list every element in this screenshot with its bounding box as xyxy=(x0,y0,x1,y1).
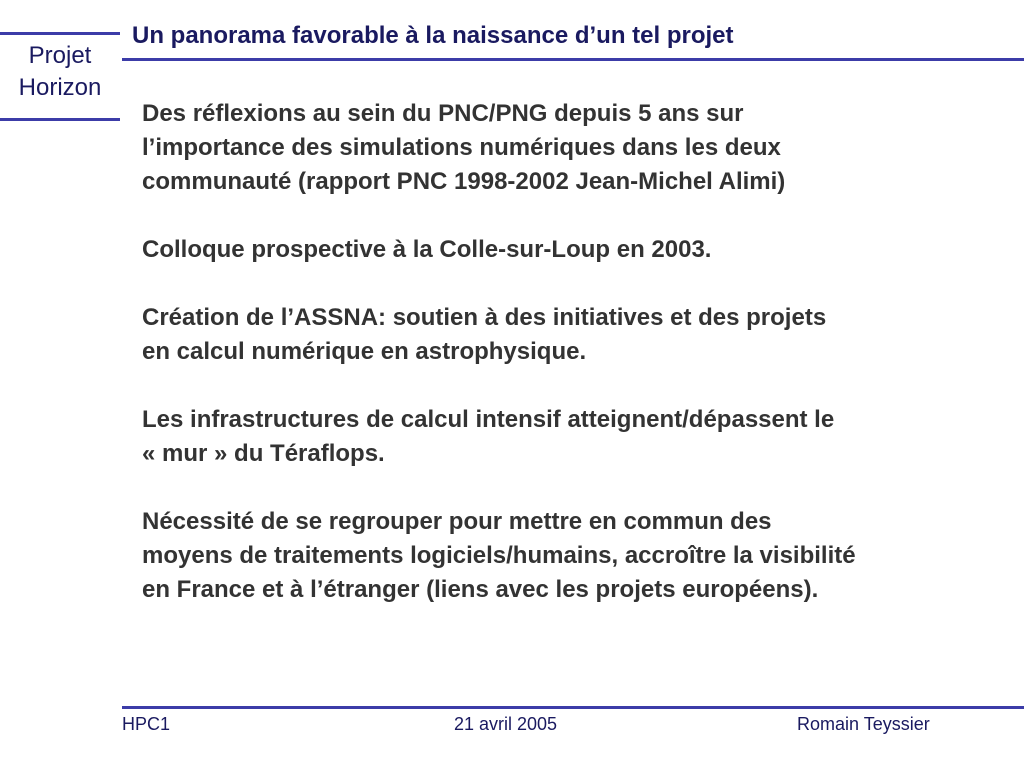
footer-date: 21 avril 2005 xyxy=(454,714,558,734)
project-logo xyxy=(0,40,120,104)
footer-author: Romain Teyssier xyxy=(797,714,930,734)
paragraph-1: Des réflexions au sein du PNC/PNG depuis 5 ans sur l’importance des simulations numériques dans les deux communauté (rapport PNC 1998-2002 Jean-Michel Alimi) xyxy=(142,100,786,195)
slide-title: Un panorama favorable à la naissance d’un tel projet xyxy=(132,22,734,49)
logo-bottom-rule xyxy=(0,118,120,121)
paragraph-4: Les infrastructures de calcul intensif atteignent/dépassent le « mur » du Téraflops. xyxy=(142,406,835,467)
footer-rule xyxy=(122,706,1024,709)
logo-top-rule xyxy=(0,32,120,35)
slide-content xyxy=(142,97,1002,641)
paragraph-5: Nécessité de se regrouper pour mettre en commun des moyens de traitements logiciels/humains, accroître la visibilité en France et à l’étranger (liens avec les projets européens). xyxy=(142,508,856,603)
logo-line-2: Horizon xyxy=(18,74,102,101)
title-rule xyxy=(122,58,1024,61)
footer-event: HPC1 xyxy=(122,714,171,734)
logo-line-1: Projet xyxy=(28,42,92,69)
paragraph-3: Création de l’ASSNA: soutien à des initiatives et des projets en calcul numérique en astrophysique. xyxy=(142,304,827,365)
paragraph-2: Colloque prospective à la Colle-sur-Loup en 2003. xyxy=(142,236,712,263)
